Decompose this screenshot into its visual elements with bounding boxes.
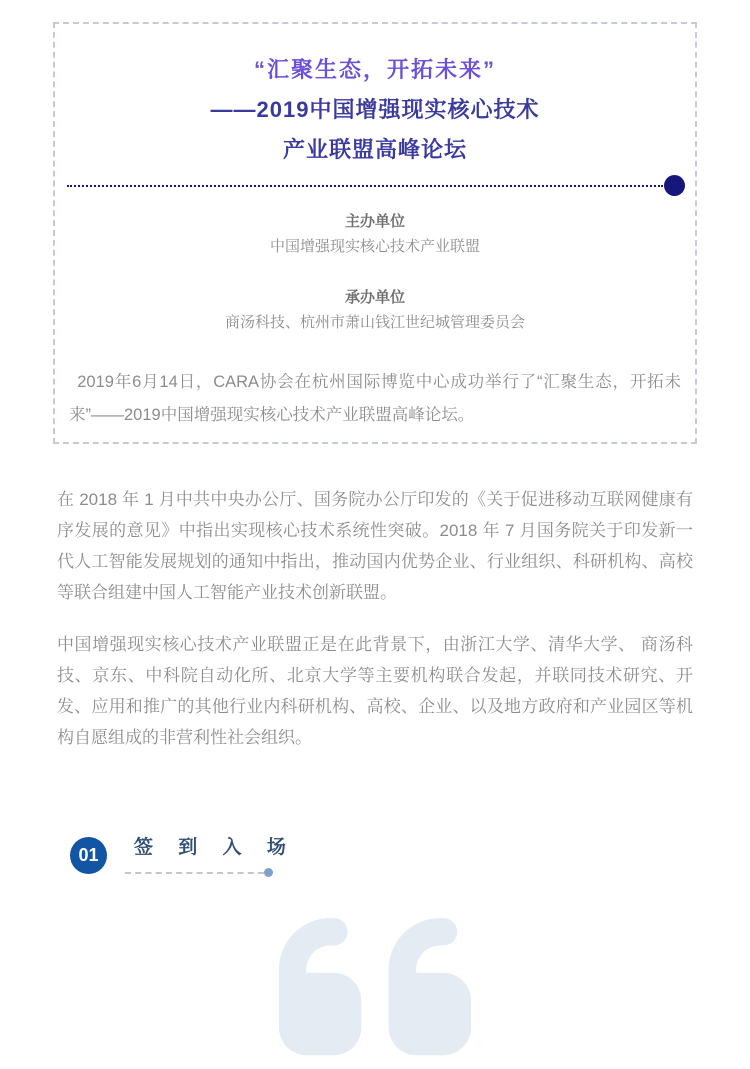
event-slogan: “汇聚生态，开拓未来” <box>253 57 496 82</box>
title-divider <box>67 175 685 196</box>
organizer-label: 承办单位 <box>344 289 405 306</box>
event-summary-card <box>53 22 697 444</box>
event-title-line1: ——2019中国增强现实核心技术 <box>210 97 540 122</box>
event-title-line2: 产业联盟高峰论坛 <box>282 137 467 162</box>
host-value: 中国增强现实核心技术产业联盟 <box>269 238 480 255</box>
section-divider <box>125 868 273 877</box>
section-number-badge: 01 <box>70 837 107 874</box>
divider-dotted-line <box>67 185 663 187</box>
divider-dot <box>664 175 685 196</box>
event-intro-paragraph: 2019年6月14日，CARA协会在杭州国际博览中心成功举行了“汇聚生态，开拓未来”——2019中国增强现实核心技术产业联盟高峰论坛。 <box>69 373 681 424</box>
host-label: 主办单位 <box>344 213 405 230</box>
quote-left-icon-path <box>279 918 471 1055</box>
section-title: 签 到 入 场 <box>134 837 296 858</box>
organizer-value: 商汤科技、杭州市萧山钱江世纪城管理委员会 <box>224 314 525 331</box>
background-paragraph-2: 中国增强现实核心技术产业联盟正是在此背景下，由浙江大学、清华大学、 商汤科技、京东、中科院自动化所、北京大学等主要机构联合发起，并联同技术研究、开发、应用和推广的其他行业内科研机构、高校、企业、以及地方政府和产业园区等机构自愿组成的非营利性社会组织。 <box>57 635 693 747</box>
section-title-block <box>134 837 296 877</box>
section-dashed-line <box>125 872 264 874</box>
section-divider-dot <box>264 868 273 877</box>
section-header-checkin <box>70 837 750 877</box>
background-paragraph-1: 在 2018 年 1 月中共中央办公厅、国务院办公厅印发的《关于促进移动互联网健康有序发展的意见》中指出实现核心技术系统性突破。2018 年 7 月国务院关于印发新一代人工智能发展规划的通知中指出，推动国内优势企业、行业组织、科研机构、高校等联合组建中国人工智能产业技术创新联盟。 <box>57 490 693 602</box>
quote-left-icon <box>279 918 471 1069</box>
